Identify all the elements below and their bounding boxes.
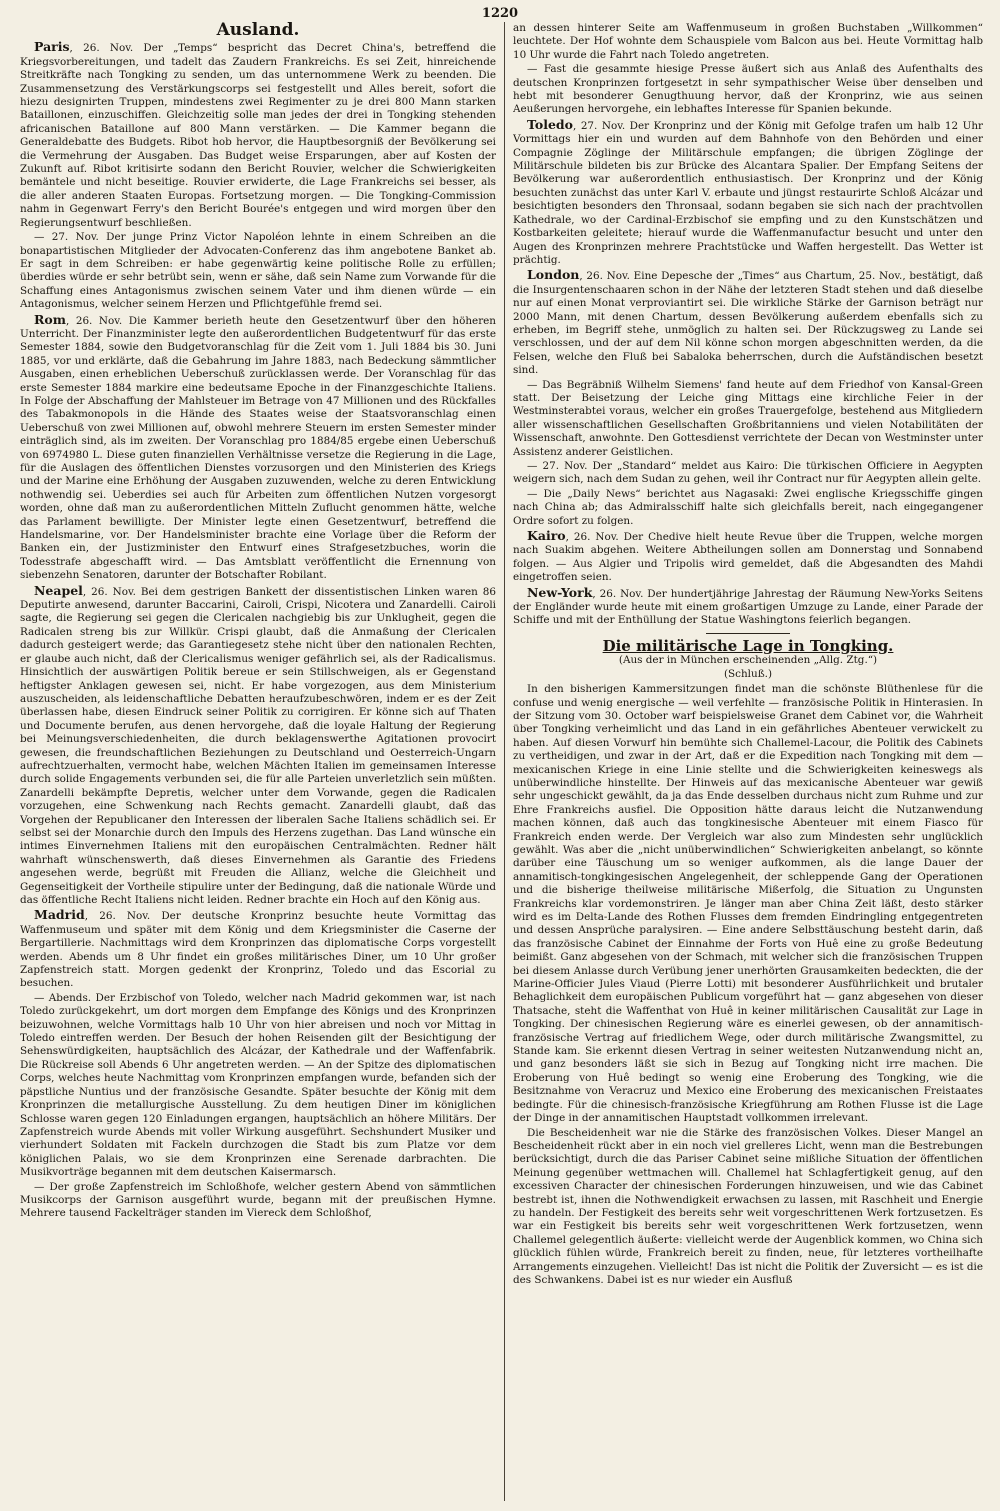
dateline: Toledo	[527, 116, 573, 132]
news-item-text: , 27. Nov. Der Kronprinz und der König mit Gefolge trafen um halb 12 Uhr Vormittags hier ein und wurden auf dem Bahnhofe von den Behörden und einer Compagnie Zöglinge der Militärschule empfangen; die übrigen Zöglinge der Militärschule bildeten bis zur Brücke des Alcantara Spalier. Der Empfang Seitens der Bevölkerung war außerordentlich enthusiastisch. Der Kronprinz und der König besuchten zunächst das unter Karl V. erbaute und jüngst restaurirte Schloß Alcázar und besichtigten besonders den Thronsaal, sodann begaben sie sich nach der prachtvollen Kathedrale, wo der Cardinal-Erzbischof sie empfing und zu den Kunstschätzen und Kostbarkeiten geleitete; hierauf wurde die Waffenmanufactur besucht und unter den Augen des Kronprinzen mehrere Prachtstücke und Waffen hergestellt. Das Wetter ist prächtig.	[513, 119, 983, 266]
section-heading: Ausland.	[216, 22, 300, 40]
news-item-text: — Abends. Der Erzbischof von Toledo, welcher nach Madrid gekommen war, ist nach Toledo zurückgekehrt, um dort morgen dem Empfange des Königs und des Kronprinzen beizuwohnen, welche Vormittags halb 10 Uhr von hier abreisen und noch vor Mittag in Toledo eintreffen werden. Der Besuch der hohen Reisenden gilt der Besichtigung der Sehenswürdigkeiten, hauptsächlich des Alcázar, der Kathedrale und der Waffenfabrik. Die Rückreise soll Abends 6 Uhr angetreten werden. — An der Spitze des diplomatischen Corps, welches heute Nachmittag vom Kronprinzen empfangen wurde, befanden sich der päpstliche Nuntius und der französische Gesandte. Später besuchte der König mit dem Kronprinzen die metallurgische Ausstellung. Zu dem heutigen Diner im königlichen Schlosse waren gegen 120 Einladungen ergangen, hauptsächlich an höhere Militärs. Der Zapfenstreich wurde Abends mit voller Wirkung ausgeführt. Sechshundert Musiker und vierhundert Soldaten mit Fackeln durchzogen die Stadt bis zum Platze vor dem königlichen Palais, wo sie dem Kronprinzen eine Serenade darbrachten. Die Musikvorträge begannen mit dem deutschen Kaisermarsch.	[20, 991, 496, 1179]
news-item	[20, 1181, 496, 1221]
news-item	[513, 379, 983, 459]
left-column	[20, 22, 496, 1501]
news-item-text: , 26. Nov. Der „Temps“ bespricht das Decret China's, betreffend die Kriegsvorbereitungen, und tadelt das Zaudern Frankreichs. Es sei Zeit, hinreichende Streitkräfte nach Tongking zu senden, um das unternommene Werk zu beenden. Die Zusammensetzung des Verstärkungscorps sei festgestellt und Alles bereit, sofort die hiezu designirten Truppen, mindestens zwei Regimenter zu je drei 800 Mann starken Bataillonen, einzuschiffen. Gleichzeitig solle man jedes der drei in Tongking stehenden africanischen Bataillone auf 800 Mann verstärken. — Die Kammer begann die Generaldebatte des Budgets. Ribot hob hervor, die Hauptbesorgniß der Bevölkerung sei die Vermehrung der Ausgaben. Das Budget weise Ersparungen, aber auf Kosten der Zukunft auf. Ribot kritisirte sodann den Bericht Rouvier, welcher die Schwierigkeiten bemäntele und nicht beseitige. Rouvier erwiderte, die Lage Frankreichs sei besser, als die aller anderen Staaten Europas. Fortsetzung morgen. — Die Tongking-Commission nahm in Gegenwart Ferry's den Bericht Bourée's entgegen und wird morgen über den Regierungsentwurf beschließen.	[20, 42, 496, 229]
news-item-text: — Fast die gesammte hiesige Presse äußert sich aus Anlaß des Aufenthalts des deutschen Kronprinzen fortgesetzt in sehr sympathischer Weise über denselben und hebt mit besonderer Genugthuung hervor, daß der Kronprinz, wie aus seinen Aeußerungen hervorgehe, ein lebhaftes Interesse für Spanien bekunde.	[513, 63, 983, 116]
left-entries	[20, 40, 496, 1220]
news-item	[20, 313, 496, 583]
article-continuation-note: (Schluß.)	[724, 667, 772, 680]
news-item-text: , 26. Nov. Der Chedive hielt heute Revue über die Truppen, welche morgen nach Suakim abgehen. Weitere Abtheilungen sollen am Donnerstag und Sonnabend folgen. — Aus Algier und Tripolis wird gemeldet, daß die Abgesandten des Mahdi eingetroffen seien.	[513, 531, 983, 584]
dateline: Paris	[34, 39, 70, 55]
news-item-text: , 26. Nov. Die Kammer berieth heute den Gesetzentwurf über den höheren Unterricht. Der Finanzminister legte den außerordentlichen Budgetentwurf für das erste Semester 1884, sowie den Budgetvoranschlag für die Zeit vom 1. Juli 1884 bis 30. Juni 1885, vor und erklärte, daß die Gebahrung im Jahre 1883, nach Bedeckung sämmtlicher Ausgaben, einen erheblichen Ueberschuß zurücklassen werde. Der Voranschlag für das erste Semester 1884 markire eine bedeutsame Epoche in der Finanzgeschichte Italiens. In Folge der Abschaffung der Mahlsteuer im Betrage von 47 Millionen und des Rückfalles des Tabakmonopols in die Hände des Staates weise der Staatsvoranschlag einen Ueberschuß von zwei Millionen auf, obwohl mehrere Steuern im ersten Semester minder einträglich sind, als im zweiten. Der Voranschlag pro 1884/85 ergebe einen Ueberschuß von 6974980 L. Diese guten finanziellen Verhältnisse versetze die Regierung in die Lage, für die Auslagen des öffentlichen Dienstes vorzusorgen und den Ministerien des Kriegs und der Marine eine Erhöhung der Ausgaben zuzuwenden, welche zu deren Entwicklung nothwendig sei. Ueberdies sei auch für Arbeiten zum öffentlichen Nutzen vorgesorgt worden, ohne daß man zu außerordentlichen Mitteln Zuflucht genommen hätte, welche das Parlament bewilligte. Der Minister legte einen Gesetzentwurf, betreffend die Handelsmarine, vor. Der Handelsminister brachte eine Vorlage über die Reform der Banken ein, der Justizminister den Entwurf eines Strafgesetzbuches, worin die Todesstrafe abgeschafft wird. — Das Amtsblatt veröffentlicht die Ernennung von siebenzehn Senatoren, darunter der Botschafter Robilant.	[20, 314, 496, 582]
news-item-text: , 26. Nov. Eine Depesche der „Times“ aus Chartum, 25. Nov., bestätigt, daß die Insurgentenschaaren schon in der Nähe der letzteren Stadt stehen und daß dieselbe nur auf einen Monat verproviantirt sei. Die wirkliche Stärke der Garnison beträgt nur 2000 Mann, mit denen Chartum, dessen Bevölkerung außerdem ebenfalls sich zu erheben, im Begriff stehe, unmöglich zu halten sei. Der Rückzugsweg zu Lande sei verschlossen, und der auf dem Nil könne schon morgen abgeschnitten werden, da die Felsen, welche den Fluß bei Sabaloka beherrschen, durch die Aufständischen besetzt sind.	[513, 270, 983, 377]
news-item	[513, 460, 983, 487]
dateline: London	[527, 267, 580, 283]
dateline: New-York	[527, 584, 593, 600]
article-paragraph: Die Bescheidenheit war nie die Stärke des französischen Volkes. Dieser Mangel an Bescheidenheit rückt aber in ein noch viel grelleres Licht, wenn man die Bestrebungen berücksichtigt, durch die das Pariser Cabinet seine mißliche Situation der öffentlichen Meinung gegenüber wettmachen will. Challemel hat Schlagfertigkeit genug, auf den excessiven Character der chinesischen Forderungen hinzuweisen, und wie das Cabinet bestrebt ist, ihnen die Nothwendigkeit erwachsen zu lassen, mit Raschheit und Energie zu handeln. Der Festigkeit des bereits sehr weit vorgeschrittenen Werk fortzusetzen. Es war ein Festigkeit bis bereits sehr weit vorgeschrittenen Werk fortzusetzen, wenn Challemel gelegentlich äußerte: vielleicht werde der Augenblick kommen, wo China sich glücklich fühlen würde, Frankreich bereit zu finden, neue, für letzteres vortheilhafte Arrangements einzugehen. Vielleicht! Das ist nicht die Politik der Zuversicht — es ist die des Schwankens. Dabei ist es nur wieder ein Ausfluß	[513, 1126, 983, 1286]
news-item-text: an dessen hinterer Seite am Waffenmuseum in großen Buchstaben „Willkommen“ leuchtete. Der Hof wohnte dem Schauspiele vom Balcon aus bei. Heute Vormittag halb 10 Uhr wurde die Fahrt nach Toledo angetreten.	[513, 22, 983, 61]
article-title: Die militärische Lage in Tongking.	[602, 636, 894, 655]
news-item-text: — Der große Zapfenstreich im Schloßhofe, welcher gestern Abend von sämmtlichen Musikcorps der Garnison ausgeführt wurde, begann mit der preußischen Hymne. Mehrere tausend Fackelträger standen im Viereck dem Schloßhof,	[20, 1180, 496, 1220]
news-item-text: — Das Begräbniß Wilhelm Siemens' fand heute auf dem Friedhof von Kansal-Green statt. Der Beisetzung der Leiche ging Mittags eine kirchliche Feier in der Westminsterabtei voraus, welcher ein großes Trauergefolge, bestehend aus Mitgliedern aller wissenschaftlichen Gesellschaften Großbritanniens und vielen Notabilitäten der Wissenschaft, anwohnte. Den Gottesdienst verrichtete der Decan von Westminster unter Assistenz anderer Geistlichen.	[513, 378, 983, 458]
news-item	[20, 584, 496, 908]
news-item	[20, 40, 496, 230]
news-item-text: , 26. Nov. Bei dem gestrigen Bankett der dissentistischen Linken waren 86 Deputirte anwesend, darunter Baccarini, Cairoli, Crispi, Nicotera und Zanardelli. Cairoli sagte, die Regierung sei gegen die Clericalen nachgiebig bis zur Unklugheit, gegen die Radicalen streng bis zur Willkür. Crispi glaubt, daß die Anmaßung der Clericalen dadurch gesteigert werde; das Garantiegesetz stehe nicht über den nationalen Rechten, er glaube auch nicht, daß der Clericalismus weniger gefährlich sei, als der Radicalismus. Hinsichtlich der auswärtigen Politik bereue er sein Stillschweigen, als er Gegenstand heftigster Anklagen gewesen sei, nicht. Er habe vorgezogen, aus dem Ministerium auszuscheiden, als leidenschaftliche Debatten heraufzubeschwören, indem er es der Zeit überlassen habe, diesen Eindruck seiner Politik zu corrigiren. Er könne sich auf Thaten und Documente berufen, aus denen hervorgehe, daß die loyale Haltung der Regierung bei Meinungsverschiedenheiten, die durch beklagenswerthe Agitationen provocirt gewesen, die freundschaftlichen Beziehungen zu Deutschland und Oesterreich-Ungarn aufrechtzuerhalten, vermocht habe, welchen Mächten Italien im gemeinsamen Interesse durch solide Engagements verbunden sei, die für alle Parteien unverletzlich sein müßten. Zanardelli bekämpfte Depretis, welcher unter dem Vorwande, gegen die Radicalen vorzugehen, eine Schwenkung nach Rechts gemacht. Zanardelli glaubt, daß das Vorgehen der Republicaner den Interessen der liberalen Sache Italiens schädlich sei. Er selbst sei der Monarchie durch den Impuls des Herzens zugethan. Das Land wünsche ein intimes Einvernehmen Italiens mit den europäischen Centralmächten. Redner hält wahrhaft wünschenswerth, daß dieses Einvernehmen als Garantie des Friedens angesehen werde, begrüßt mit Freuden die Allianz, welche die Gleichheit und Gegenseitigkeit der Vortheile stipulire unter der Bedingung, daß die nationale Würde und das öffentliche Recht Italiens nicht leiden. Redner brachte ein Hoch auf den König aus.	[20, 585, 496, 906]
news-item-text: , 26. Nov. Der deutsche Kronprinz besuchte heute Vormittag das Waffenmuseum und später mit dem König und dem Kriegsminister die Caserne der Bergartillerie. Nachmittags wird dem Kronprinzen das diplomatische Corps vorgestellt werden. Abends um 8 Uhr findet ein großes militärisches Diner, um 10 Uhr großer Zapfenstreich statt. Morgen gedenkt der Kronprinz, Toledo und das Escorial zu besuchen.	[20, 910, 496, 990]
news-item	[513, 488, 983, 528]
news-item-text: — 27. Nov. Der „Standard“ meldet aus Kairo: Die türkischen Officiere in Aegypten weigern sich, nach dem Sudan zu gehen, weil ihr Contract nur für Aegypten allein gelte.	[513, 460, 983, 486]
dateline: Madrid	[34, 907, 85, 923]
article-body	[513, 683, 983, 1287]
news-item	[20, 908, 496, 990]
news-item	[513, 529, 983, 585]
page-number: 1220	[481, 6, 519, 21]
news-item-text: — 27. Nov. Der junge Prinz Victor Napoléon lehnte in einem Schreiben an die bonapartistischen Mitglieder der Advocaten-Conferenz das ihm angebotene Banket ab. Er sagt in dem Schreiben: er habe gegenwärtig keine politische Rolle zu erfüllen; überdies würde er sehr betrübt sein, wenn er sähe, daß sein Name zum Vorwande für die Schaffung eines Antagonismus zwischen seinem Vater und ihm dienen würde — ein Antagonismus, welcher seinem Herzen und Pflichtgefühle fremd sei.	[20, 231, 496, 311]
dateline: Neapel	[34, 582, 83, 598]
dateline: Rom	[34, 311, 66, 327]
article-subtitle: (Aus der in München erscheinenden „Allg. Ztg.“)	[618, 654, 878, 667]
news-item-text: , 26. Nov. Der hundertjährige Jahrestag der Räumung New-Yorks Seitens der Engländer wurde heute mit einem großartigen Umzuge zu Lande, einer Parade der Schiffe und mit der Enthüllung der Statue Washingtons feierlich begangen.	[513, 587, 983, 627]
news-item	[20, 231, 496, 311]
news-item-text: — Die „Daily News“ berichtet aus Nagasaki: Zwei englische Kriegsschiffe gingen nach China ab; das Admiralsschiff halte sich gleichfalls bereit, nach eingegangener Ordre sofort zu folgen.	[513, 487, 983, 527]
news-item	[513, 22, 983, 62]
dateline: Kairo	[527, 528, 566, 544]
news-item	[20, 992, 496, 1180]
column-divider	[504, 22, 505, 1501]
news-item	[513, 63, 983, 117]
article-separator-rule	[706, 633, 790, 634]
right-column	[513, 22, 983, 1501]
news-item	[513, 586, 983, 628]
news-item	[513, 268, 983, 377]
article-paragraph: In den bisherigen Kammersitzungen findet man die schönste Blüthenlese für die confuse und wenig energische — weil verfehlte — französische Politik in Hinterasien. In der Sitzung vom 30. October warf beispielsweise Granet dem Cabinet vor, die Wahrheit über Tongking verheimlicht und das Land in ein gefährliches Abenteuer verwickelt zu haben. Auf diesen Vorwurf hin bemühte sich Challemel-Lacour, die Politik des Cabinets zu vertheidigen, und zwar in der Art, daß er die Expedition nach Tongking mit dem — mexicanischen Kriege in eine Linie stellte und die Schwierigkeiten keineswegs als unüberwindliche hinstellte. Der Hinweis auf das mexicanische Abenteuer war gewiß sehr ungeschickt gewählt, da ja das Ende desselben durchaus nicht zum Ruhme und zur Ehre Frankreichs ausfiel. Die Opposition hätte daraus leicht die Nutzanwendung machen können, daß auch das tongkinesische Abenteuer mit einem Fiasco für Frankreich enden werde. Der Vergleich war also zum Mindesten sehr unglücklich gewählt. Was aber die „nicht unüberwindlichen“ Schwierigkeiten anbelangt, so könnte darüber eine Täuschung um so weniger aufkommen, als die lange Dauer der annamitisch-tongkingesischen Angelegenheit, der schleppende Gang der Operationen und die bisherige theilweise militärische Mißerfolg, die Situation zu Ungunsten Frankreichs klar vordemonstriren. Je länger man aber China Zeit läßt, desto stärker wird es im Delta-Lande des Rothen Flusses dem fremden Eindringling entgegentreten und dessen Ansprüche paralysiren. — Eine andere Selbsttäuschung besteht darin, daß das französische Cabinet der Einnahme der Forts von Huê eine zu große Bedeutung beimißt. Ganz abgesehen von der Schmach, mit welcher sich die französischen Truppen bei diesem Anlasse durch Verübung jener unerhörten Grausamkeiten bedeckten, die der Marine-Officier Jules Viaud (Pierre Lotti) mit besonderer Ausführlichkeit und brutaler Behaglichkeit dem europäischen Publicum vorgeführt hat — ganz abgesehen von dieser Thatsache, steht die Waffenthat von Huê in keiner militärischen Causalität zur Lage in Tongking. Der chinesischen Regierung wäre es einerlei gewesen, ob der annamitisch-französische Vertrag auf friedlichem Wege, oder durch militärische Zwangsmittel, zu Stande kam. Sie erkennt diesen Vertrag in seiner weitesten Nutzanwendung nicht an, und ganz besonders läßt sie sich in Bezug auf Tongking nicht irre machen. Die Eroberung von Huê bedingt so wenig eine Eroberung des Tongking, wie die Besitznahme von Veracruz und Mexico eine Eroberung des mexicanischen Freistaates bedingte. Für die chinesisch-französische Kriegführung am Rothen Flusse ist die Lage der Dinge in der annamitischen Hauptstadt vollkommen irrelevant.	[513, 683, 983, 1125]
right-entries	[513, 22, 983, 628]
news-item	[513, 118, 983, 267]
